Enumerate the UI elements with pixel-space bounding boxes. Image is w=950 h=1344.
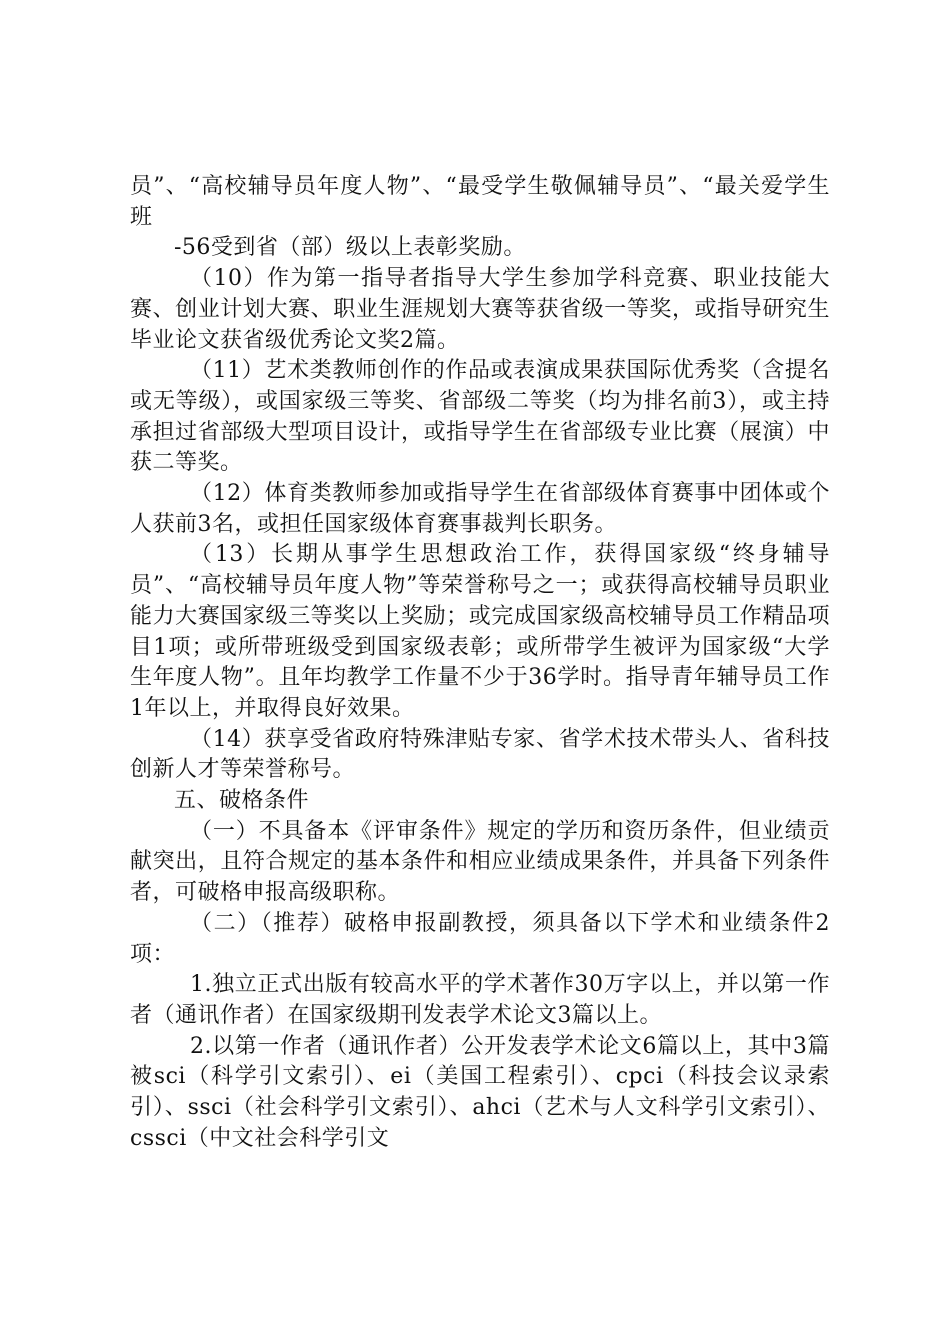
paragraph-condition-1: 1.独立正式出版有较高水平的学术著作30万字以上，并以第一作者（通讯作者）在国家级期刊发表学术论文3篇以上。 xyxy=(130,972,830,1028)
paragraph-page-fragment: -56受到省（部）级以上表彰奖励。 xyxy=(174,235,526,261)
paragraph-condition-2: 2.以第一作者（通讯作者）公开发表学术论文6篇以上，其中3篇被sci（科学引文索引）、ei（美国工程索引）、cpci（科技会议录索引）、ssci（社会科学引文索引）、ahci（艺术与人文科学引文索引）、cssci（中文社会科学引文 xyxy=(130,1033,830,1151)
paragraph-item-14: （14）获享受省政府特殊津贴专家、省学术技术带头人、省科技创新人才等荣誉称号。 xyxy=(130,726,830,783)
paragraph-continuation: 员”、“高校辅导员年度人物”、“最受学生敬佩辅导员”、“最关爱学生班 xyxy=(130,174,830,230)
paragraph-item-11: （11）艺术类教师创作的作品或表演成果获国际优秀奖（含提名或无等级），或国家级三等奖、省部级二等奖（均为排名前3），或主持承担过省部级大型项目设计，或指导学生在省部级专业比赛（展演）中获二等奖。 xyxy=(130,358,830,476)
section-heading-5: 五、破格条件 xyxy=(174,788,310,814)
paragraph-sub-1: （一）不具备本《评审条件》规定的学历和资历条件，但业绩贡献突出，且符合规定的基本条件和相应业绩成果条件，并具备下列条件者，可破格申报高级职称。 xyxy=(130,818,830,906)
document-page xyxy=(130,172,830,1155)
paragraph-item-13: （13）长期从事学生思想政治工作，获得国家级“终身辅导员”、“高校辅导员年度人物”等荣誉称号之一；或获得高校辅导员职业能力大赛国家级三等奖以上奖励；或完成国家级高校辅导员工作精品项目1项；或所带班级受到国家级表彰；或所带学生被评为国家级“大学生年度人物”。且年均教学工作量不少于36学时。指导青年辅导员工作1年以上，并取得良好效果。 xyxy=(130,542,830,721)
paragraph-sub-2: （二）（推荐）破格申报副教授，须具备以下学术和业绩条件2项： xyxy=(130,910,830,967)
paragraph-item-12: （12）体育类教师参加或指导学生在省部级体育赛事中团体或个人获前3名，或担任国家级体育赛事裁判长职务。 xyxy=(130,481,830,537)
paragraph-item-10: （10）作为第一指导者指导大学生参加学科竞赛、职业技能大赛、创业计划大赛、职业生涯规划大赛等获省级一等奖，或指导研究生毕业论文获省级优秀论文奖2篇。 xyxy=(130,266,830,353)
